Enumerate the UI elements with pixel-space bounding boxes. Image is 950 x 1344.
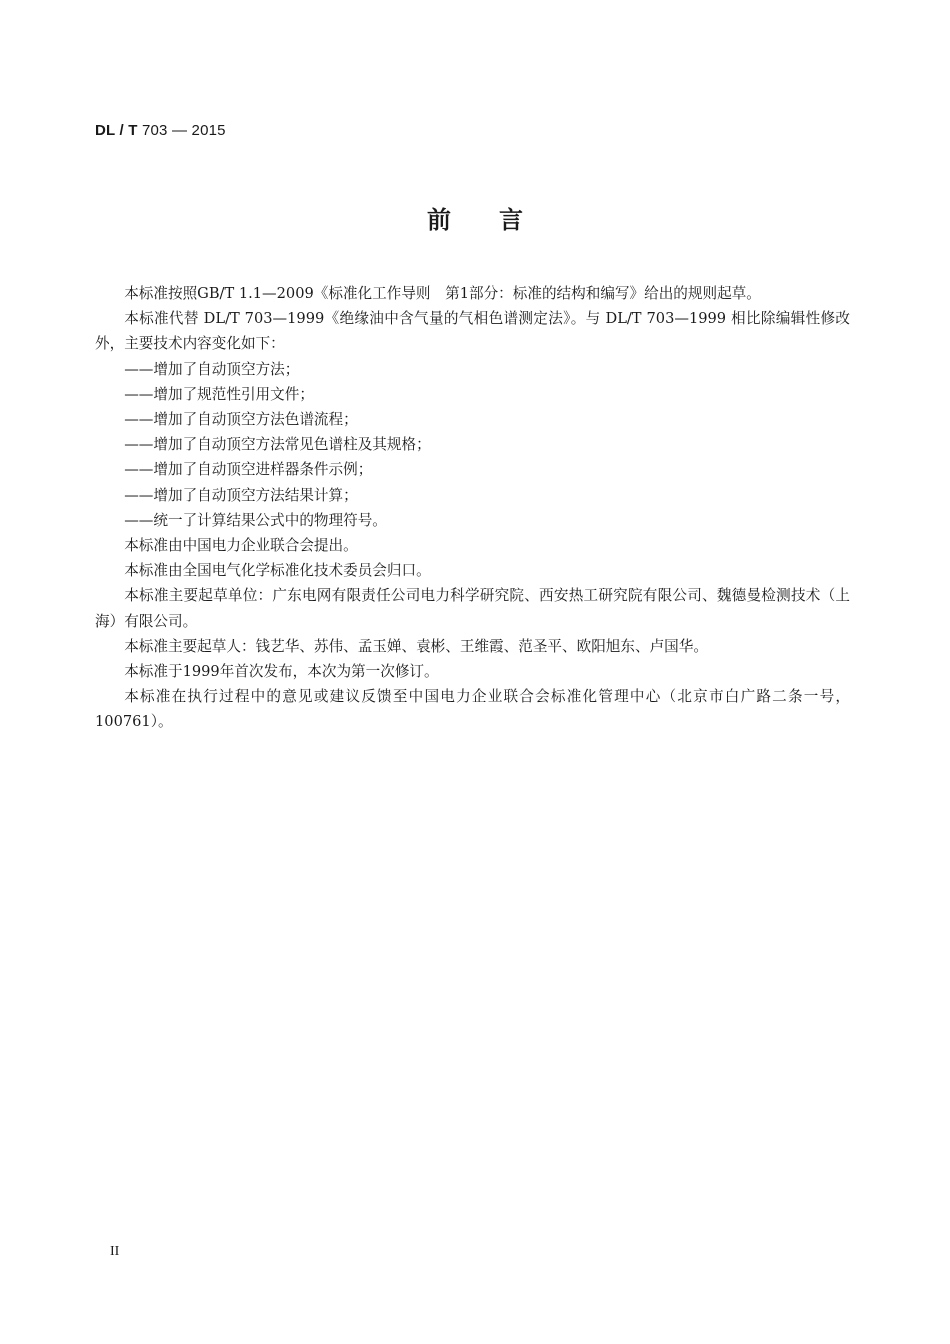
paragraph-proposer: 本标准由中国电力企业联合会提出。	[124, 537, 358, 555]
change-item: ——增加了自动顶空方法；	[124, 360, 300, 378]
paragraph-drafters: 本标准主要起草人：钱艺华、苏伟、孟玉婵、袁彬、王维霞、范圣平、欧阳旭东、卢国华。	[124, 637, 708, 655]
paragraph-feedback: 本标准在执行过程中的意见或建议反馈至中国电力企业联合会标准化管理中心（北京市白广路二条一号，100761）。	[95, 688, 850, 731]
paragraph-history: 本标准于1999年首次发布，本次为第一次修订。	[124, 663, 439, 681]
paragraph-drafting-units: 本标准主要起草单位：广东电网有限责任公司电力科学研究院、西安热工研究院有限公司、魏德曼检测技术（上海）有限公司。	[95, 587, 850, 630]
document-code	[95, 122, 226, 139]
foreword-body	[95, 281, 850, 735]
change-item: ——增加了自动顶空方法色谱流程；	[124, 411, 358, 429]
change-item: ——增加了自动顶空进样器条件示例；	[124, 461, 373, 479]
paragraph-committee: 本标准由全国电气化学标准化技术委员会归口。	[124, 562, 431, 580]
page-title: 前言	[427, 205, 571, 234]
change-item: ——增加了规范性引用文件；	[124, 385, 314, 403]
paragraph-replacement: 本标准代替 DL/T 703—1999《绝缘油中含气量的气相色谱测定法》。与 DL/T 703—1999 相比除编辑性修改外，主要技术内容变化如下：	[95, 310, 850, 353]
change-item: ——增加了自动顶空方法结果计算；	[124, 486, 358, 504]
page-number: II	[110, 1244, 120, 1259]
document-code-prefix: DL / T	[95, 122, 138, 139]
change-item: ——统一了计算结果公式中的物理符号。	[124, 511, 387, 529]
paragraph-drafting-rules: 本标准按照GB/T 1.1—2009《标准化工作导则 第1部分：标准的结构和编写》给出的规则起草。	[124, 285, 761, 302]
document-code-number: 703 — 2015	[141, 122, 226, 139]
change-item: ——增加了自动顶空方法常见色谱柱及其规格；	[124, 436, 431, 454]
